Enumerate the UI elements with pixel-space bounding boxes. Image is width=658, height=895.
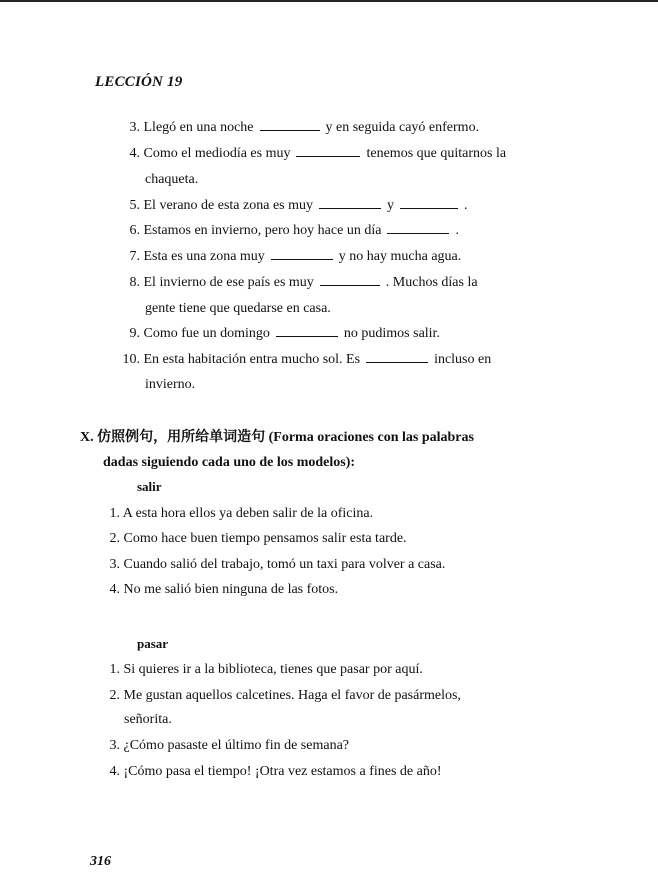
exercise-x-heading-continuation: dadas siguiendo cada uno de los modelos): xyxy=(103,455,356,470)
answer-blank[interactable] xyxy=(271,248,333,260)
exercise-item-4-continuation: chaqueta. xyxy=(145,172,199,187)
answer-blank[interactable] xyxy=(400,197,458,209)
exercise-item-9: 9. Como fue un domingo no pudimos salir. xyxy=(129,326,440,341)
example-sentence-continuation: señorita. xyxy=(124,712,172,727)
lesson-header: LECCIÓN 19 xyxy=(95,74,183,90)
example-sentence: 4. ¡Cómo pasa el tiempo! ¡Otra vez estamos a fines de año! xyxy=(109,764,442,779)
exercise-x-title-spanish: (Forma oraciones con las palabras xyxy=(268,430,474,445)
example-sentence: 1. Si quieres ir a la biblioteca, tienes que pasar por aquí. xyxy=(109,662,423,677)
answer-blank[interactable] xyxy=(366,351,428,363)
answer-blank[interactable] xyxy=(320,274,380,286)
scan-top-edge xyxy=(0,0,658,2)
page-number: 316 xyxy=(90,854,111,869)
answer-blank[interactable] xyxy=(276,325,338,337)
example-sentence: 3. Cuando salió del trabajo, tomó un taxi para volver a casa. xyxy=(109,557,446,572)
example-sentence: 4. No me salió bien ninguna de las fotos. xyxy=(109,582,339,597)
example-sentence: 2. Como hace buen tiempo pensamos salir esta tarde. xyxy=(109,531,407,546)
exercise-item-7: 7. Esta es una zona muy y no hay mucha agua. xyxy=(129,249,462,264)
answer-blank[interactable] xyxy=(260,119,320,131)
exercise-item-10: 10. En esta habitación entra mucho sol. Es incluso en xyxy=(122,352,492,367)
exercise-x-heading: X. 仿照例句，用所给单词造句 (Forma oraciones con las palabras xyxy=(80,429,474,445)
answer-blank[interactable] xyxy=(296,145,360,157)
exercise-item-10-continuation: invierno. xyxy=(145,377,196,392)
example-sentence: 2. Me gustan aquellos calcetines. Haga el favor de pasármelos, xyxy=(109,688,461,703)
model-word-salir: salir xyxy=(137,479,162,494)
exercise-item-8-continuation: gente tiene que quedarse en casa. xyxy=(145,301,331,316)
example-sentence: 1. A esta hora ellos ya deben salir de la oficina. xyxy=(109,506,374,521)
exercise-item-4: 4. Como el mediodía es muy tenemos que quitarnos la xyxy=(129,146,507,161)
exercise-x-title-chinese: 仿照例句，用所给单词造句 xyxy=(97,429,266,445)
exercise-item-6: 6. Estamos en invierno, pero hoy hace un día . xyxy=(129,223,459,238)
exercise-item-3: 3. Llegó en una noche y en seguida cayó enfermo. xyxy=(129,120,480,135)
answer-blank[interactable] xyxy=(319,197,381,209)
exercise-item-8: 8. El invierno de ese país es muy . Muchos días la xyxy=(129,275,478,290)
model-word-pasar: pasar xyxy=(137,636,169,651)
answer-blank[interactable] xyxy=(387,222,449,234)
exercise-item-5: 5. El verano de esta zona es muy y . xyxy=(129,198,468,213)
example-sentence: 3. ¿Cómo pasaste el último fin de semana? xyxy=(109,738,349,753)
